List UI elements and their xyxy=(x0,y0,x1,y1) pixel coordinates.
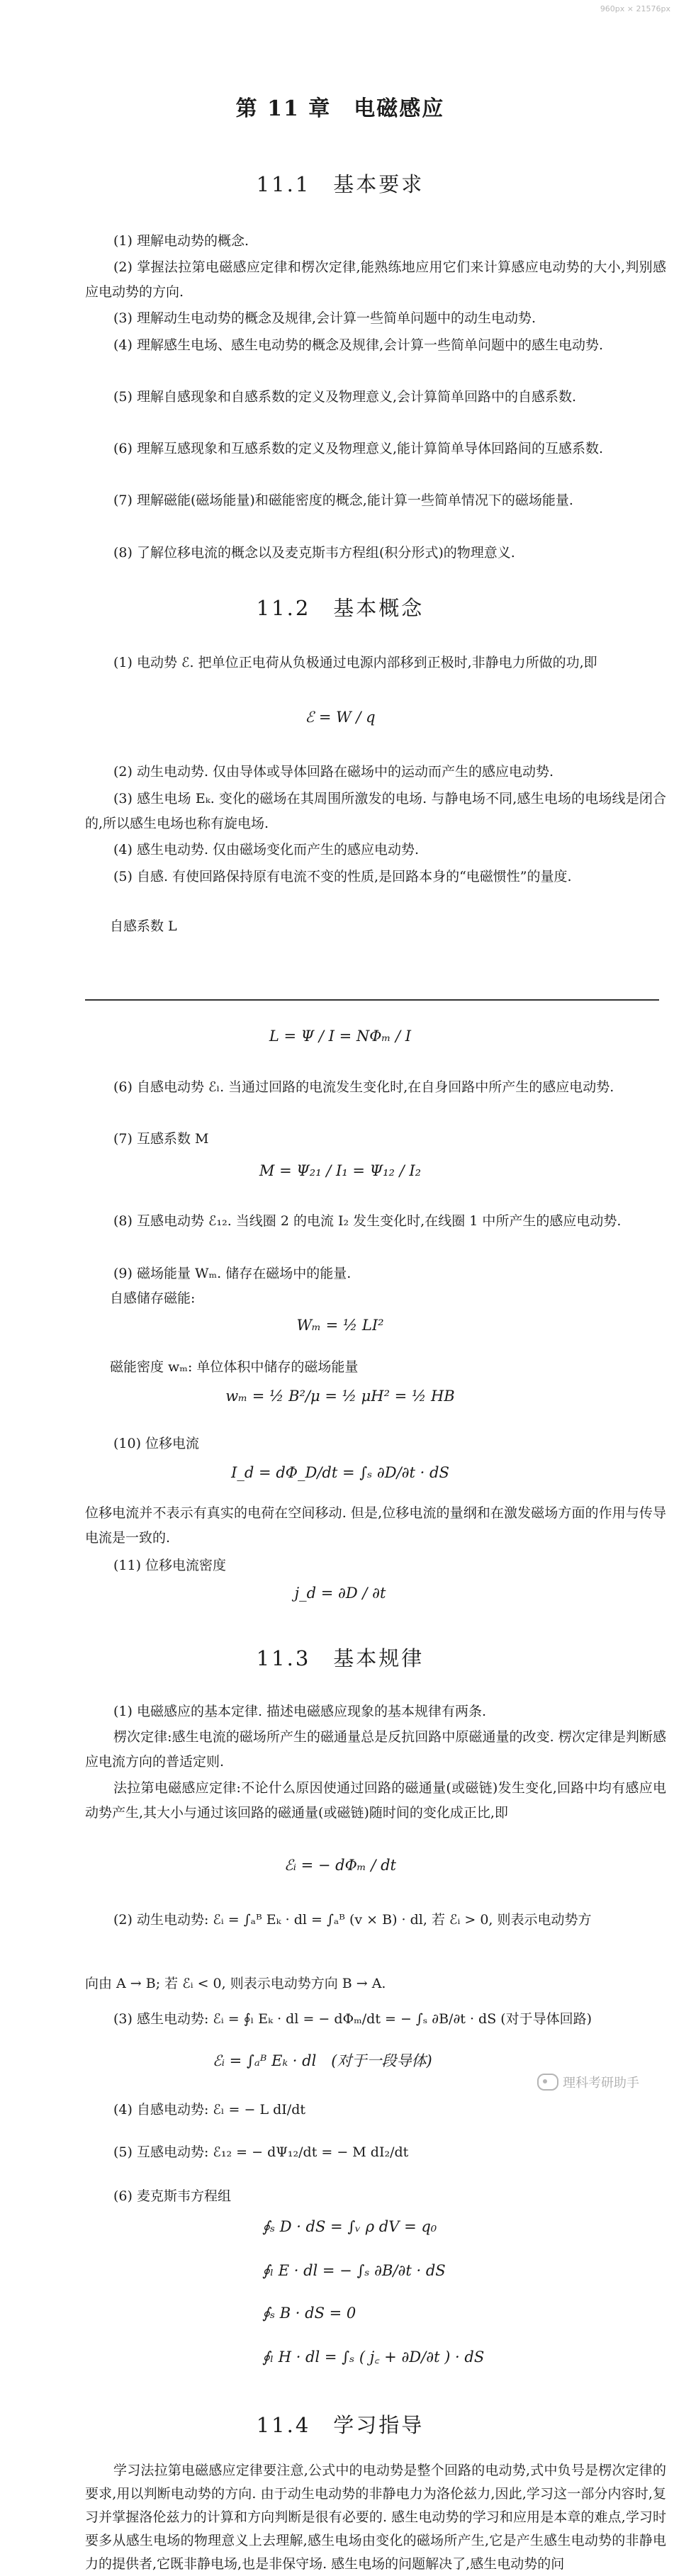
requirement-item: (4) 理解感生电场、感生电动势的概念及规律,会计算一些简单问题中的感生电动势. xyxy=(113,337,604,353)
requirement-item: (8) 了解位移电流的概念以及麦克斯韦方程组(积分形式)的物理意义. xyxy=(113,545,515,561)
section-title-11-3: 11.3 基本规律 xyxy=(256,1646,425,1670)
concept-item: (4) 感生电动势. 仅由磁场变化而产生的感应电动势. xyxy=(113,842,420,857)
equation-energy-density: wₘ = ½ B²/μ = ½ μH² = ½ HB xyxy=(225,1388,455,1405)
equation-displacement-current: I_d = dΦ_D/dt = ∫ₛ ∂D/∂t · dS xyxy=(231,1464,449,1481)
concept-item: (7) 互感系数 M xyxy=(113,1131,209,1147)
concept-item: 自感系数 L xyxy=(110,918,177,934)
concept-item: (11) 位移电流密度 xyxy=(113,1558,227,1573)
requirement-item: (6) 理解互感现象和互感系数的定义及物理意义,能计算简单导体回路间的互感系数. xyxy=(113,441,604,456)
watermark-logo-icon xyxy=(537,2074,558,2091)
law-item: 向由 A → B; 若 ℰᵢ < 0, 则表示电动势方向 B → A. xyxy=(85,1976,386,1991)
equation-mutual-inductance: M = Ψ₂₁ / I₁ = Ψ₁₂ / I₂ xyxy=(259,1162,422,1179)
concept-item: (8) 互感电动势 ℰ₁₂. 当线圈 2 的电流 I₂ 发生变化时,在线圈 1 中所产生的感应电动势. xyxy=(113,1213,622,1229)
concept-item: 磁能密度 wₘ: 单位体积中储存的磁场能量 xyxy=(110,1359,359,1375)
maxwell-equation-4: ∮ₗ H · dl = ∫ₛ ( j꜀ + ∂D/∂t ) · dS xyxy=(262,2349,485,2366)
guide-paragraph: 学习法拉第电磁感应定律要注意,公式中的电动势是整个回路的电动势,式中负号是楞次定律的要求,用以判断电动势的方向. 由于动生电动势的非静电力为洛伦兹力,因此,学习这一部分内容时,复习并掌握洛伦兹力的计算和方向判断是很有必要的. 感生电动势的学习和应用是本章的难点,学习时要多从感生电场的物理意义上去理解,感生电场由变化的磁场所产生,它是产生感生电动势的非静电力的提供者,它既非静电场,也是非保守场. 感生电场的问题解决了,感生电动势的问 xyxy=(85,2463,666,2572)
concept-item: 自感储存磁能: xyxy=(110,1290,196,1306)
equation-induced-emf-segment: ℰᵢ = ∫ₐᴮ Eₖ · dl (对于一段导体) xyxy=(213,2052,432,2069)
requirement-item: (3) 理解动生电动势的概念及规律,会计算一些简单问题中的动生电动势. xyxy=(113,310,536,326)
maxwell-equation-2: ∮ₗ E · dl = − ∫ₛ ∂B/∂t · dS xyxy=(262,2262,446,2279)
section-title-11-4: 11.4 学习指导 xyxy=(256,2413,425,2437)
law-item: (6) 麦克斯韦方程组 xyxy=(113,2188,231,2204)
equation-faraday: ℰᵢ = − dΦₘ / dt xyxy=(283,1857,396,1874)
concept-item: (3) 感生电场 Eₖ. 变化的磁场在其周围所激发的电场. 与静电场不同,感生电场的电场线是闭合的,所以感生电场也称有旋电场. xyxy=(85,791,666,831)
requirement-item: (5) 理解自感现象和自感系数的定义及物理意义,会计算简单回路中的自感系数. xyxy=(113,389,577,405)
watermark-text: 理科考研助手 xyxy=(563,2076,639,2091)
law-item: (2) 动生电动势: ℰᵢ = ∫ₐᴮ Eₖ · dl = ∫ₐᴮ (v × B) · dl, 若 ℰᵢ > 0, 则表示电动势方 xyxy=(113,1912,592,1928)
concept-item: (6) 自感电动势 ℰₗ. 当通过回路的电流发生变化时,在自身回路中所产生的感应电动势. xyxy=(113,1079,614,1095)
requirement-item: (7) 理解磁能(磁场能量)和磁能密度的概念,能计算一些简单情况下的磁场能量. xyxy=(113,493,573,508)
law-item: (5) 互感电动势: ℰ₁₂ = − dΨ₁₂/dt = − M dI₂/dt xyxy=(113,2144,409,2160)
maxwell-equation-1: ∮ₛ D · dS = ∫ᵥ ρ dV = q₀ xyxy=(262,2218,437,2235)
concept-item: (1) 电动势 ℰ. 把单位正电荷从负极通过电源内部移到正极时,非静电力所做的功,即 xyxy=(113,655,597,670)
section-title-11-1: 11.1 基本要求 xyxy=(256,172,425,196)
equation-magnetic-energy: Wₘ = ½ LI² xyxy=(296,1317,384,1334)
watermark xyxy=(537,2073,639,2091)
concept-item: (10) 位移电流 xyxy=(113,1436,200,1451)
equation-displacement-current-density: j_d = ∂D / ∂t xyxy=(294,1585,386,1602)
chapter-title: 第 11 章 电磁感应 xyxy=(235,96,445,121)
law-item: 法拉第电磁感应定律:不论什么原因使通过回路的磁通量(或磁链)发生变化,回路中均有感应电动势产生,其大小与通过该回路的磁通量(或磁链)随时间的变化成正比,即 xyxy=(85,1780,666,1821)
concept-item: (5) 自感. 有使回路保持原有电流不变的性质,是回路本身的“电磁惯性”的量度. xyxy=(113,869,572,884)
law-item: (1) 电磁感应的基本定律. 描述电磁感应现象的基本规律有两条. xyxy=(113,1704,487,1719)
concept-item: 位移电流并不表示有真实的电荷在空间移动. 但是,位移电流的量纲和在激发磁场方面的作用与传导电流是一致的. xyxy=(85,1505,666,1546)
requirement-item: (1) 理解电动势的概念. xyxy=(113,233,249,249)
concept-item: (2) 动生电动势. 仅由导体或导体回路在磁场中的运动而产生的感应电动势. xyxy=(113,764,554,780)
law-item: 楞次定律:感生电流的磁场所产生的磁通量总是反抗回路中原磁通量的改变. 楞次定律是判断感应电流方向的普适定则. xyxy=(85,1729,666,1770)
concept-item: (9) 磁场能量 Wₘ. 储存在磁场中的能量. xyxy=(113,1266,352,1281)
equation-emf: ℰ = W / q xyxy=(305,709,376,726)
law-item: (3) 感生电动势: ℰᵢ = ∮ₗ Eₖ · dl = − dΦₘ/dt = − ∫ₛ ∂B/∂t · dS (对于导体回路) xyxy=(113,2011,592,2027)
maxwell-equation-3: ∮ₛ B · dS = 0 xyxy=(262,2305,356,2322)
law-item: (4) 自感电动势: ℰₗ = − L dI/dt xyxy=(113,2102,305,2117)
image-size-label: 960px × 21576px xyxy=(600,4,670,13)
equation-self-inductance: L = Ψ / I = NΦₘ / I xyxy=(269,1028,412,1045)
divider xyxy=(85,999,659,1001)
requirement-item: (2) 掌握法拉第电磁感应定律和楞次定律,能熟练地应用它们来计算感应电动势的大小,判别感应电动势的方向. xyxy=(85,259,666,300)
section-title-11-2: 11.2 基本概念 xyxy=(256,596,425,620)
